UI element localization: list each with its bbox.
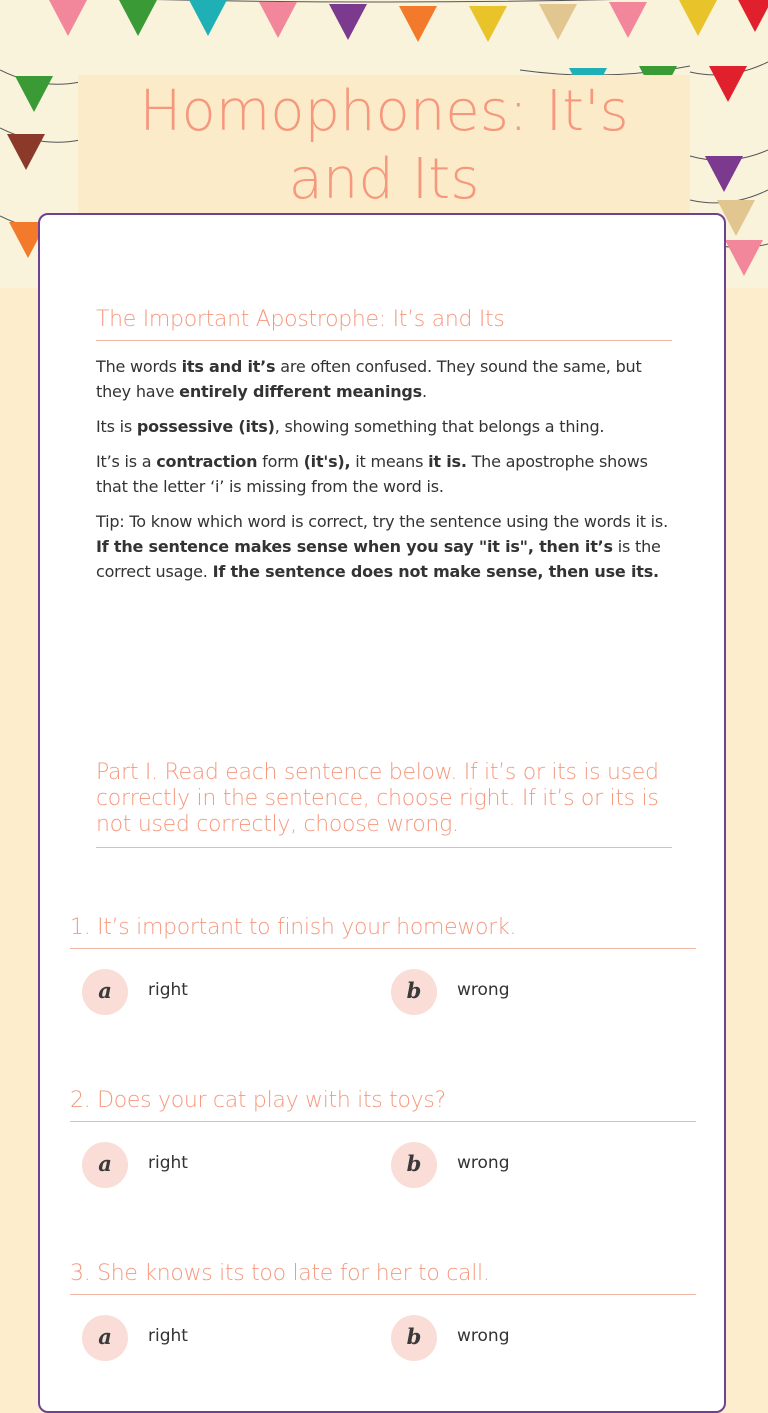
page-title: Homophones: It's and Its <box>139 79 629 212</box>
bunting-flag <box>609 2 647 38</box>
option-label: right <box>148 1326 188 1346</box>
bunting-flag <box>705 156 743 192</box>
bunting-flag <box>329 4 367 40</box>
intro-heading: The Important Apostrophe: It’s and Its <box>96 307 672 341</box>
option-letter-badge: a <box>82 1142 128 1188</box>
intro-paragraph-3: It’s is a contraction form (it's), it means it is. The apostrophe shows that the letter ‘i’ is missing from the word is. <box>96 452 648 496</box>
bunting-flag <box>679 0 717 36</box>
bunting-flag <box>469 6 507 42</box>
bunting-flag <box>725 240 763 276</box>
intro-paragraph-1: The words its and it’s are often confused. They sound the same, but they have entirely different meanings. <box>96 357 642 401</box>
option-label: wrong <box>457 1153 510 1173</box>
question-text: 2. Does your cat play with its toys? <box>70 1088 696 1122</box>
question-3 <box>70 1261 696 1349</box>
option-label: wrong <box>457 980 510 1000</box>
bunting-flag <box>7 134 45 170</box>
part-1-heading: Part I. Read each sentence below. If it’s or its is used correctly in the sentence, choose right. If it’s or its is not used correctly, choose wrong. <box>96 760 672 848</box>
bunting-flag <box>709 66 747 102</box>
bunting-string <box>0 0 768 2</box>
bunting-flag <box>119 0 157 36</box>
intro-text <box>96 354 676 594</box>
worksheet-card <box>38 213 726 1413</box>
option-letter-badge: a <box>82 969 128 1015</box>
bunting-flag <box>539 4 577 40</box>
bunting-flag <box>49 0 87 36</box>
bunting-flag <box>15 76 53 112</box>
option-letter-badge: b <box>391 1142 437 1188</box>
option-label: right <box>148 980 188 1000</box>
bunting-flag <box>399 6 437 42</box>
intro-paragraph-2: Its is possessive (its), showing something that belongs a thing. <box>96 417 605 436</box>
title-box <box>78 75 690 215</box>
question-text: 1. It’s important to finish your homework. <box>70 915 696 949</box>
question-2 <box>70 1088 696 1176</box>
question-1 <box>70 915 696 1003</box>
bunting-flag <box>259 2 297 38</box>
option-letter-badge: b <box>391 1315 437 1361</box>
intro-paragraph-tip: Tip: To know which word is correct, try the sentence using the words it is. If the sentence makes sense when you say "it is", then it’s is the correct usage. If the sentence does not make sense, then use its. <box>96 512 668 581</box>
option-label: wrong <box>457 1326 510 1346</box>
bunting-flag <box>189 0 227 36</box>
option-letter-badge: a <box>82 1315 128 1361</box>
option-label: right <box>148 1153 188 1173</box>
bunting-flag <box>736 0 768 32</box>
option-letter-badge: b <box>391 969 437 1015</box>
question-text: 3. She knows its too late for her to call. <box>70 1261 696 1295</box>
